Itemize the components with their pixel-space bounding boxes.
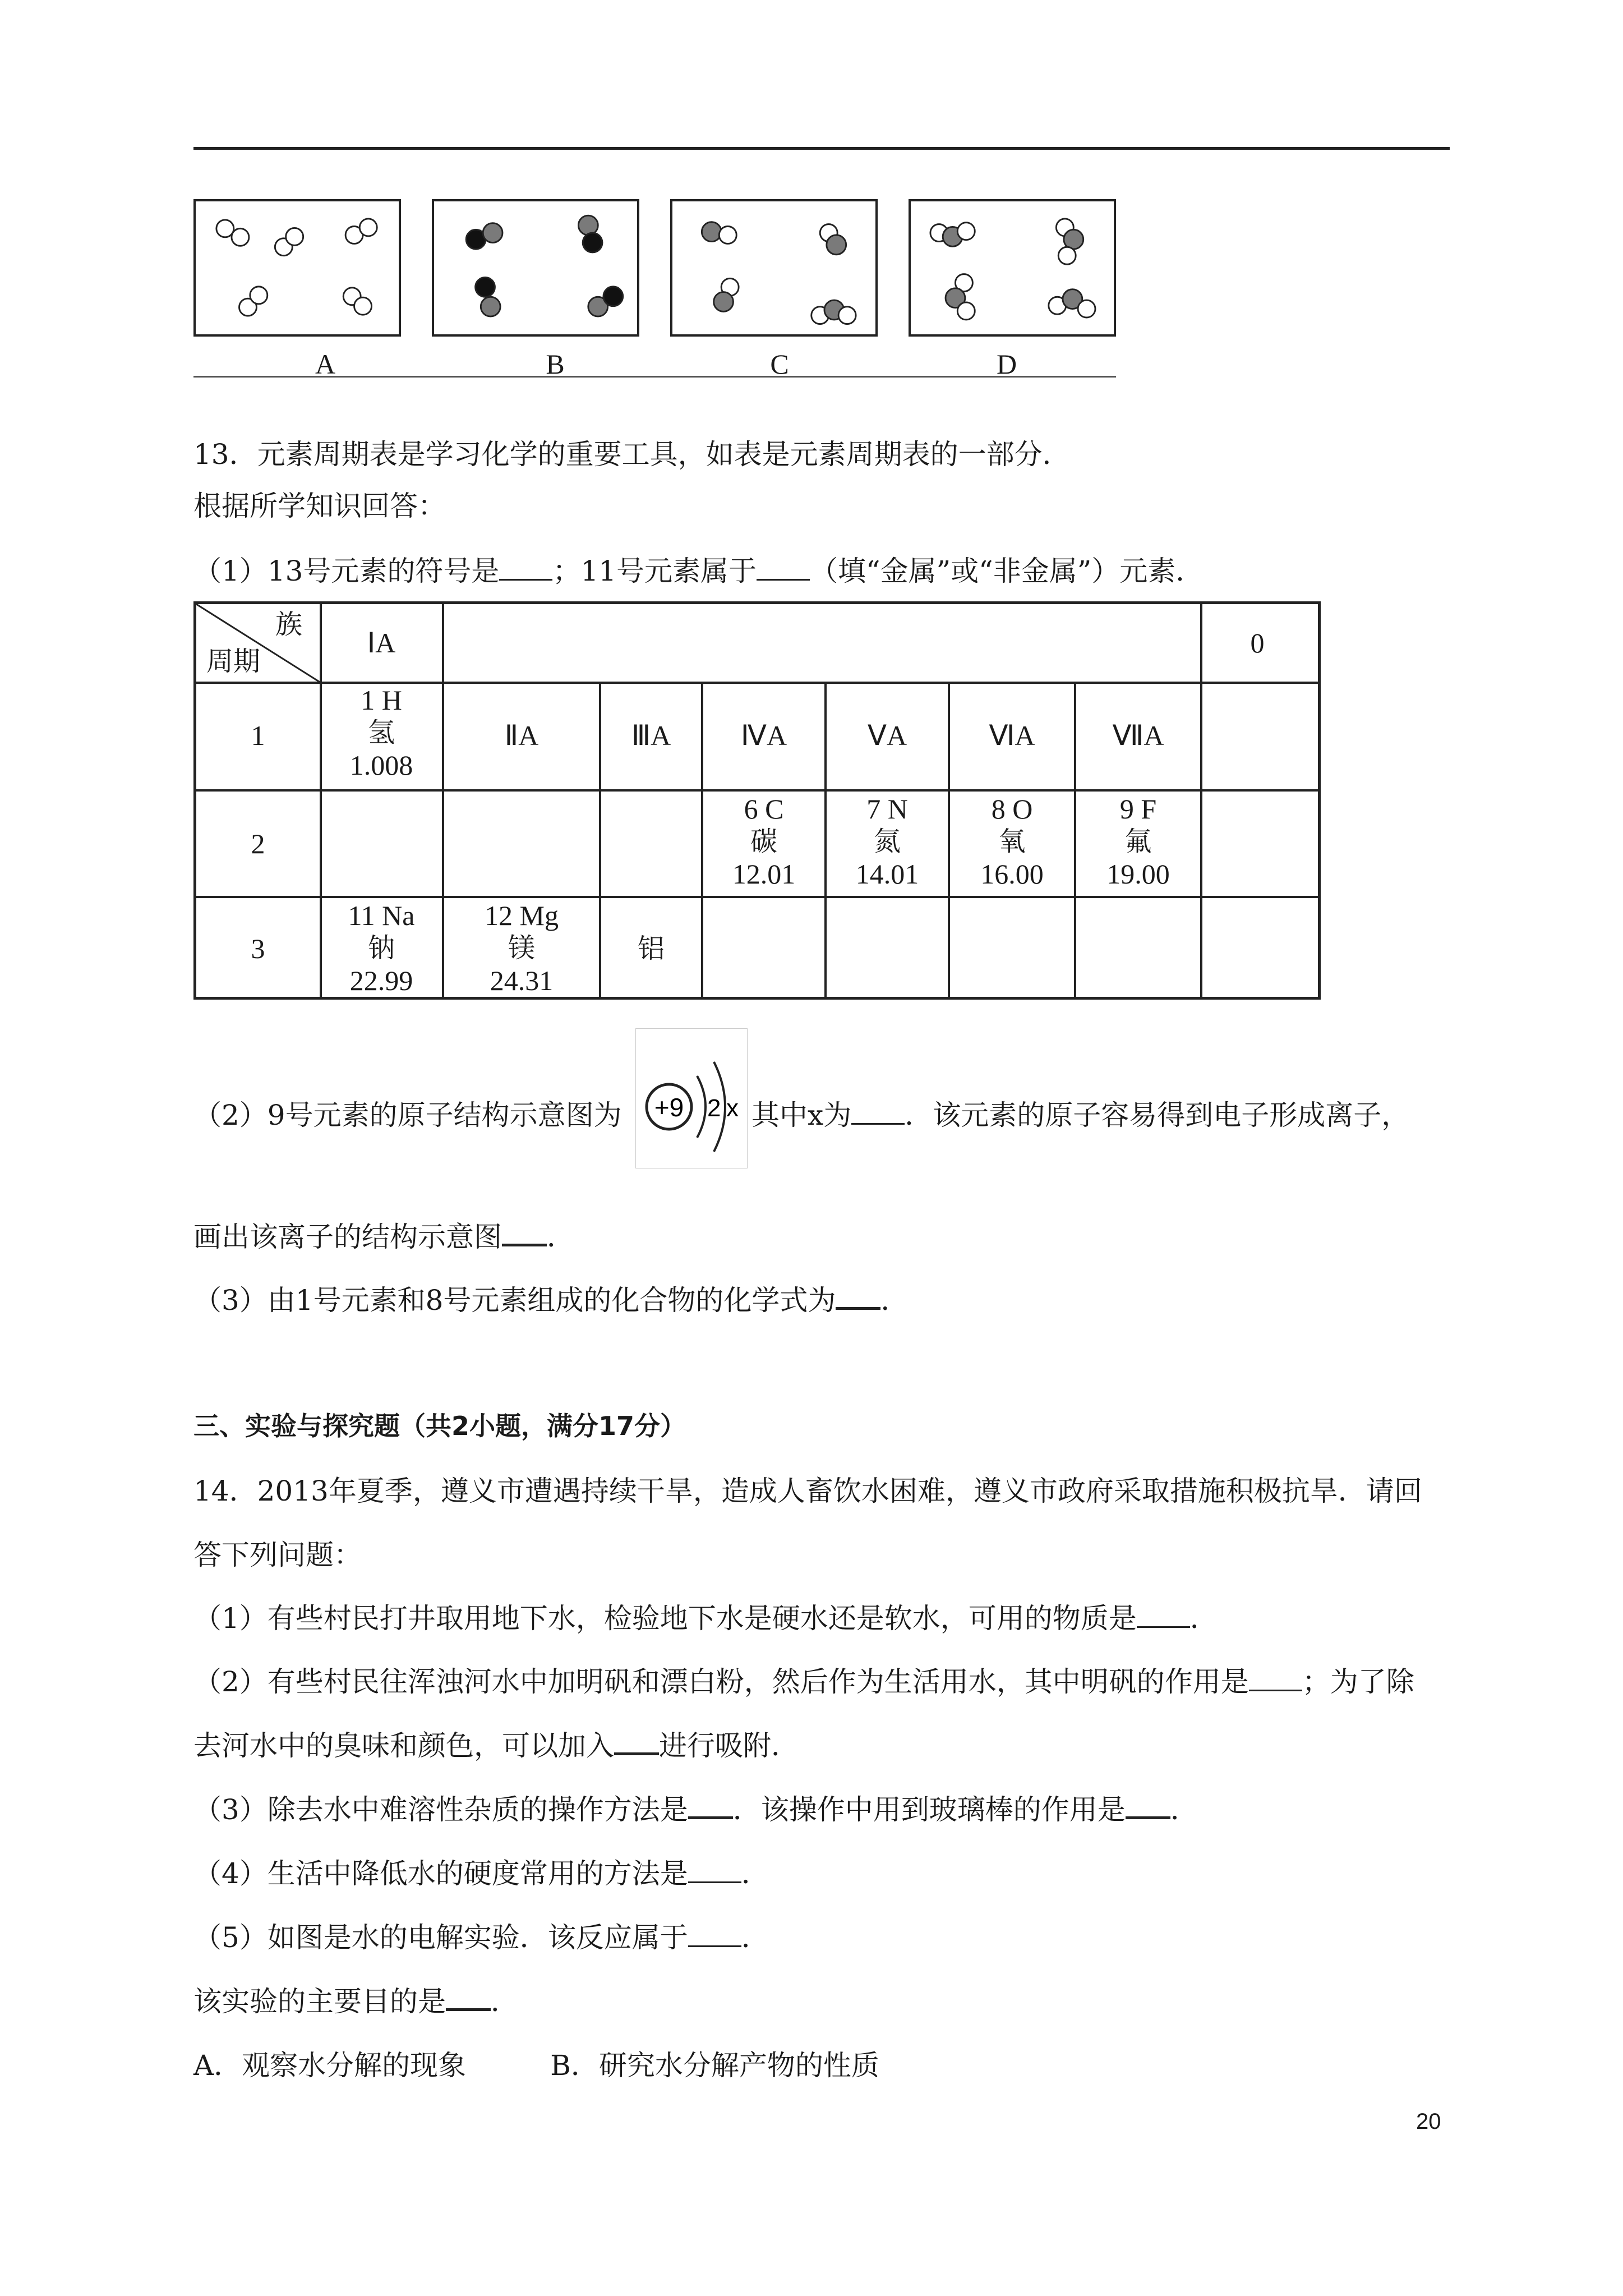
group-3a: ⅢA <box>631 720 671 751</box>
group-5a: ⅤA <box>867 720 907 751</box>
element-na: 11 Na 钠 22.99 <box>348 900 415 996</box>
element-o: 8 O 氧 16.00 <box>980 793 1044 890</box>
option-a[interactable]: A．观察水分解的现象 <box>193 2049 467 2082</box>
period-2: 2 <box>251 828 265 859</box>
q13-part2-a: （2）9号元素的原子结构示意图为 <box>193 1099 622 1131</box>
molecule-box-d <box>909 199 1116 337</box>
element-h: 1 H 氢 1.008 <box>349 684 413 781</box>
molecule-label-c: C <box>770 348 789 380</box>
group-7a: ⅦA <box>1112 720 1164 751</box>
molecule-box-b <box>432 199 639 337</box>
q14-part2: （2）有些村民往浑浊河水中加明矾和漂白粉，然后作为生活用水，其中明矾的作用是 ；为了除 <box>193 1665 1414 1698</box>
element-f: 9 F 氟 19.00 <box>1106 793 1170 890</box>
molecule-box-c <box>670 199 878 337</box>
answer-blank[interactable] <box>502 1220 547 1246</box>
q13-part2-ion: 画出该离子的结构示意图 ． <box>193 1221 575 1253</box>
header-period: 周期 <box>206 646 260 677</box>
atom-structure-diagram <box>635 1028 748 1168</box>
answer-blank[interactable] <box>757 555 810 581</box>
shell-1-electrons: 2 <box>707 1094 721 1122</box>
answer-blank[interactable] <box>688 1793 733 1819</box>
molecule-label-a: A <box>315 348 336 380</box>
page-number: 20 <box>1416 2109 1441 2134</box>
molecule-diagram-a <box>196 201 399 334</box>
answer-blank[interactable] <box>1249 1666 1302 1691</box>
group-1a: ⅠA <box>367 627 396 659</box>
group-4a: ⅣA <box>740 720 787 751</box>
period-1: 1 <box>251 720 265 751</box>
shell-2-electrons: x <box>726 1094 739 1122</box>
molecule-box-a <box>193 199 401 337</box>
q14-part2-cont: 去河水中的臭味和颜色，可以加入 进行吸附． <box>193 1729 799 1762</box>
q14-part4: （4）生活中降低水的硬度常用的方法是 ． <box>193 1857 769 1890</box>
q13-intro: 根据所学知识回答： <box>193 490 446 522</box>
q13-stem: 13．元素周期表是学习化学的重要工具，如表是元素周期表的一部分． <box>193 438 1071 471</box>
q14-part6: 该实验的主要目的是 ． <box>193 1985 519 2018</box>
q14-part1: （1）有些村民打井取用地下水，检验地下水是硬水还是软水，可用的物质是 ． <box>193 1602 1218 1635</box>
molecule-diagram-b <box>434 201 637 334</box>
header-rule <box>193 147 1450 150</box>
q14-part3: （3）除去水中难溶性杂质的操作方法是 ．该操作中用到玻璃棒的作用是 ． <box>193 1793 1198 1826</box>
q14-stem-2: 答下列问题： <box>193 1539 362 1571</box>
q13-part1-a: （1）13号元素的符号是 <box>193 555 500 587</box>
answer-blank[interactable] <box>688 1922 741 1947</box>
nucleus-charge: +9 <box>654 1093 684 1122</box>
q13-part1 <box>193 554 1204 588</box>
group-2a: ⅡA <box>504 720 539 751</box>
molecule-diagram-c <box>672 201 875 334</box>
q14-stem-1: 14．2013年夏季，遵义市遭遇持续干旱，造成人畜饮水困难，遵义市政府采取措施积极抗旱．请回 <box>193 1475 1422 1507</box>
period-3: 3 <box>251 933 265 964</box>
molecule-label-b: B <box>546 348 565 380</box>
q14-options <box>193 2049 879 2082</box>
periodic-table <box>193 601 1321 1000</box>
answer-blank[interactable] <box>1137 1603 1190 1628</box>
element-mg: 12 Mg 镁 24.31 <box>485 900 559 996</box>
option-b[interactable]: B．研究水分解产物的性质 <box>550 2049 879 2082</box>
group-6a: ⅥA <box>989 720 1035 751</box>
answer-blank[interactable] <box>499 555 552 581</box>
q14-part5: （5）如图是水的电解实验．该反应属于 ． <box>193 1921 769 1954</box>
molecule-diagram-d <box>911 201 1114 334</box>
section-title: 三、实验与探究题（共2小题，满分17分） <box>193 1411 686 1441</box>
answer-blank[interactable] <box>446 1985 491 2011</box>
q13-part3: （3）由1号元素和8号元素组成的化合物的化学式为 ． <box>193 1284 909 1317</box>
answer-blank[interactable] <box>1126 1793 1170 1819</box>
element-al: 铝 <box>637 933 665 964</box>
answer-blank[interactable] <box>614 1729 659 1755</box>
molecule-label-d: D <box>996 348 1017 380</box>
element-c: 6 C 碳 12.01 <box>732 793 796 890</box>
q13-part2-rest: 其中x为 ．该元素的原子容易得到电子形成离子， <box>751 1099 1410 1131</box>
answer-blank[interactable] <box>851 1099 905 1125</box>
element-n: 7 N 氮 14.01 <box>855 793 919 890</box>
q13-part1-c: （填“金属”或“非金属”）元素． <box>810 555 1204 587</box>
header-group: 族 <box>275 609 302 640</box>
group-0: 0 <box>1250 627 1265 659</box>
answer-blank[interactable] <box>688 1858 741 1883</box>
q13-part1-b: ；11号元素属于 <box>552 555 757 587</box>
answer-blank[interactable] <box>836 1283 880 1310</box>
